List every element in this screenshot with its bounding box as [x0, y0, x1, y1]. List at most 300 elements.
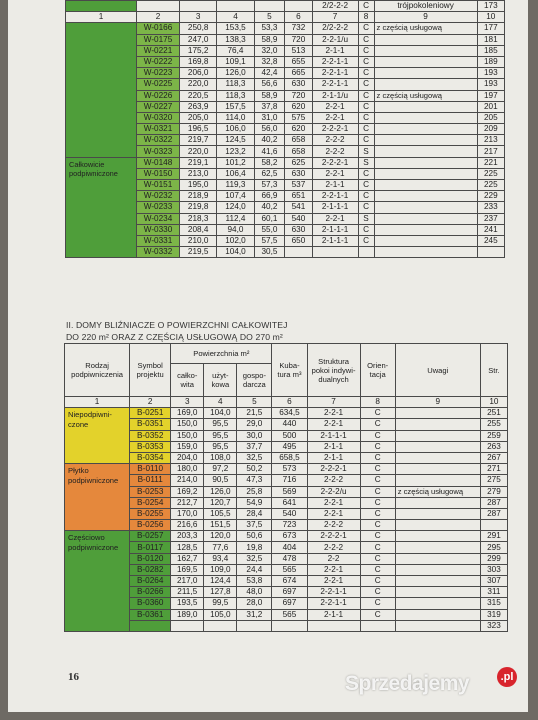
table-row [65, 397, 508, 408]
table-cell: C [360, 408, 395, 419]
table-cell: 62,5 [254, 168, 285, 179]
table-cell: 2-2-1-1 [312, 79, 358, 90]
table-row [65, 564, 508, 575]
table-cell: 2-1-1 [307, 609, 360, 620]
group-label-line: Całkowicie [69, 159, 105, 169]
group-label: Częściowo podpiwniczone [65, 531, 130, 632]
table-cell: C [360, 419, 395, 430]
table-cell [137, 1, 180, 12]
table-cell [395, 419, 480, 430]
table-cell: C [360, 486, 395, 497]
table-row [66, 157, 505, 168]
table-cell: 24,4 [237, 564, 272, 575]
table-cell: C [358, 202, 374, 213]
table-cell: z częścią usługową [374, 90, 477, 101]
table-cell: 2-2-1 [307, 408, 360, 419]
table-cell: C [358, 101, 374, 112]
table-cell: 2-1-1 [307, 452, 360, 463]
table-cell: 220,0 [180, 79, 217, 90]
table-cell [395, 564, 480, 575]
table-cell [374, 45, 477, 56]
table-cell: 263,9 [180, 101, 217, 112]
column-number: 5 [237, 397, 272, 408]
table-cell: 2/2-2-2 [312, 1, 358, 12]
table-cell: C [358, 90, 374, 101]
table-cell: 2-2-1 [312, 112, 358, 123]
table-cell: C [358, 68, 374, 79]
project-symbol: W-0323 [137, 146, 180, 157]
table-cell: 205,0 [180, 112, 217, 123]
table-row [65, 486, 508, 497]
table-cell: 180,0 [171, 464, 204, 475]
table-cell [180, 1, 217, 12]
table-cell: 250,8 [180, 23, 217, 34]
table-cell: 101,2 [217, 157, 254, 168]
project-symbol: B-0254 [130, 497, 171, 508]
table-cell [358, 247, 374, 258]
table-cell [272, 620, 307, 631]
table-row [65, 609, 508, 620]
table-cell: 573 [272, 464, 307, 475]
table-cell: 169,0 [171, 408, 204, 419]
table-cell [374, 79, 477, 90]
project-symbol: W-0148 [137, 157, 180, 168]
table-cell: 2-2-2-1 [307, 464, 360, 475]
table-cell: 28,4 [237, 508, 272, 519]
table-cell: 565 [272, 609, 307, 620]
table-cell: 500 [272, 430, 307, 441]
table-cell: C [360, 464, 395, 475]
table-cell: 114,0 [217, 112, 254, 123]
table-cell: 569 [272, 486, 307, 497]
table-cell: 112,4 [217, 213, 254, 224]
table-cell: 237 [477, 213, 504, 224]
table-cell: 50,2 [237, 464, 272, 475]
table-cell: 263 [480, 441, 507, 452]
table-cell: 120,7 [204, 497, 237, 508]
table-cell: 658 [285, 135, 312, 146]
table-cell: 193 [477, 79, 504, 90]
header-uwagi: Uwagi [395, 344, 480, 397]
table-cell: 109,1 [217, 56, 254, 67]
table-cell: 2-2-1-1 [307, 598, 360, 609]
table-cell [374, 202, 477, 213]
table-cell: 193,5 [171, 598, 204, 609]
table-cell: C [360, 452, 395, 463]
column-number: 4 [217, 12, 254, 23]
table-cell: 104,0 [204, 408, 237, 419]
project-symbol: W-0222 [137, 56, 180, 67]
table-cell: 40,2 [254, 202, 285, 213]
project-symbol: B-0352 [130, 430, 171, 441]
table-semi-detached [64, 343, 508, 632]
project-symbol: W-0322 [137, 135, 180, 146]
table-cell: z częścią usługową [395, 486, 480, 497]
table-cell [395, 520, 480, 531]
table-cell: 214,0 [171, 475, 204, 486]
table-cell: 29,0 [237, 419, 272, 430]
table-row [65, 497, 508, 508]
column-number: 8 [358, 12, 374, 23]
table-cell: 2-2-2 [312, 135, 358, 146]
table-cell: 76,4 [217, 45, 254, 56]
table-row [65, 408, 508, 419]
table-cell: 2-2-1-1 [312, 56, 358, 67]
table-cell: 720 [285, 34, 312, 45]
table-cell: C [360, 520, 395, 531]
table-cell: 2-2-2 [307, 520, 360, 531]
table-cell: 219,1 [180, 157, 217, 168]
table-cell [395, 609, 480, 620]
table-cell: 311 [480, 587, 507, 598]
project-symbol: W-0330 [137, 224, 180, 235]
table-cell: C [360, 553, 395, 564]
project-symbol: B-0117 [130, 542, 171, 553]
table-cell: 126,0 [217, 68, 254, 79]
table-cell: 2-1-1-1 [312, 224, 358, 235]
table-cell: C [358, 168, 374, 179]
table-cell: 287 [480, 508, 507, 519]
column-number: 2 [130, 397, 171, 408]
table-cell: C [360, 497, 395, 508]
project-symbol: B-0353 [130, 441, 171, 452]
table-cell: 48,0 [237, 587, 272, 598]
table-cell: 233 [477, 202, 504, 213]
table-cell: 630 [285, 168, 312, 179]
table-cell: C [358, 180, 374, 191]
table-cell: 674 [272, 576, 307, 587]
table-cell: 2-2-1 [307, 497, 360, 508]
project-symbol: W-0234 [137, 213, 180, 224]
table-cell: 565 [272, 564, 307, 575]
table-cell: 2-2-1-1 [307, 587, 360, 598]
table-cell: 210,0 [180, 235, 217, 246]
column-number: 1 [66, 12, 137, 23]
table-cell: 189 [477, 56, 504, 67]
project-symbol: B-0354 [130, 452, 171, 463]
column-number: 7 [312, 12, 358, 23]
table-cell [374, 247, 477, 258]
table-cell: 151,5 [204, 520, 237, 531]
table-cell: 216,6 [171, 520, 204, 531]
table-cell: 2/2-2-2 [312, 23, 358, 34]
table-cell: 229 [477, 191, 504, 202]
table-cell: 221 [477, 157, 504, 168]
table-single-family [65, 0, 505, 258]
column-number: 9 [395, 397, 480, 408]
table-cell [360, 620, 395, 631]
table-cell [395, 531, 480, 542]
table-cell: 37,7 [237, 441, 272, 452]
table-cell: 203,3 [171, 531, 204, 542]
table-cell: 218,3 [180, 213, 217, 224]
header-rodzaj: Rodzaj podpiwniczenia [65, 344, 130, 397]
table-cell: 303 [480, 564, 507, 575]
table-cell [395, 587, 480, 598]
table-cell: 32,0 [254, 45, 285, 56]
table-cell [374, 101, 477, 112]
header-symbol: Symbol projektu [130, 344, 171, 397]
table-cell: 2-2-1 [307, 508, 360, 519]
table-cell [171, 620, 204, 631]
table-cell: 124,0 [217, 202, 254, 213]
table-cell: 193 [477, 68, 504, 79]
table-cell: 138,3 [217, 34, 254, 45]
table-cell [254, 1, 285, 12]
table-cell: 540 [272, 508, 307, 519]
table-cell: 241 [477, 224, 504, 235]
table-cell: 245 [477, 235, 504, 246]
table-cell: S [358, 146, 374, 157]
table-cell: 107,4 [217, 191, 254, 202]
table-cell: C [358, 34, 374, 45]
table-cell: 655 [285, 56, 312, 67]
catalog-page [8, 0, 528, 712]
table-cell: 55,0 [254, 224, 285, 235]
table-cell [374, 213, 477, 224]
header-orientacja: Orien-tacja [360, 344, 395, 397]
table-cell [204, 620, 237, 631]
table-cell: 287 [480, 497, 507, 508]
table-cell [374, 191, 477, 202]
table-cell [285, 247, 312, 258]
table-cell: C [358, 124, 374, 135]
table-cell: 95,5 [204, 441, 237, 452]
group-label-total [66, 157, 137, 258]
table-cell [395, 620, 480, 631]
table-cell [395, 452, 480, 463]
table-cell: 2-2 [307, 553, 360, 564]
table-cell: 162,7 [171, 553, 204, 564]
table-cell: 697 [272, 587, 307, 598]
table-cell: 169,5 [171, 564, 204, 575]
table-cell: 153,5 [217, 23, 254, 34]
project-symbol: B-0361 [130, 609, 171, 620]
table-cell [395, 553, 480, 564]
project-symbol: B-0120 [130, 553, 171, 564]
table-cell: 118,3 [217, 79, 254, 90]
column-number: 3 [171, 397, 204, 408]
table-row [66, 23, 505, 34]
table-cell: 30,5 [254, 247, 285, 258]
table-cell: 2-1-1 [312, 180, 358, 191]
table-cell: 2-2-1 [307, 564, 360, 575]
table-cell: 32,8 [254, 56, 285, 67]
column-number: 4 [204, 397, 237, 408]
table-cell: 2-1-1-1 [312, 235, 358, 246]
table-cell: 307 [480, 576, 507, 587]
table-cell: 2-2-1 [312, 101, 358, 112]
project-symbol: W-0151 [137, 180, 180, 191]
table-cell [307, 620, 360, 631]
table-cell: 2-2-1-1 [312, 68, 358, 79]
table-cell: 109,0 [204, 564, 237, 575]
table-cell: 220,0 [180, 146, 217, 157]
header-uzytkowa: użyt-kowa [204, 363, 237, 396]
table-cell: 195,0 [180, 180, 217, 191]
table-cell: 404 [272, 542, 307, 553]
table-cell: 219,7 [180, 135, 217, 146]
project-symbol: B-0251 [130, 408, 171, 419]
header-struktura: Struktura pokoi indywi-dualnych [307, 344, 360, 397]
table-cell: 108,0 [204, 452, 237, 463]
table-cell: 478 [272, 553, 307, 564]
table-cell: C [360, 564, 395, 575]
project-symbol: B-0257 [130, 531, 171, 542]
table-cell: 247,0 [180, 34, 217, 45]
table-cell: C [358, 224, 374, 235]
table-cell: 169,8 [180, 56, 217, 67]
table-cell: 30,0 [237, 430, 272, 441]
table-cell: 650 [285, 235, 312, 246]
table-cell [477, 247, 504, 258]
group-label-total [66, 23, 137, 157]
table-cell: 651 [285, 191, 312, 202]
header-gospodarcza: gospo-darcza [237, 363, 272, 396]
table-row [65, 508, 508, 519]
table-cell [374, 224, 477, 235]
table-cell: 124,4 [204, 576, 237, 587]
table-cell: 625 [285, 157, 312, 168]
table-cell [312, 247, 358, 258]
table-cell [374, 34, 477, 45]
table-cell: 58,2 [254, 157, 285, 168]
table-cell: 56,6 [254, 79, 285, 90]
table-cell: 575 [285, 112, 312, 123]
table-cell: 32,5 [237, 452, 272, 463]
table-cell: 60,1 [254, 213, 285, 224]
column-number: 6 [272, 397, 307, 408]
table-cell: 189,0 [171, 609, 204, 620]
page-number: 16 [68, 671, 79, 683]
table-cell: C [358, 79, 374, 90]
table-cell [374, 124, 477, 135]
group-label: Płytko podpiwniczone [65, 464, 130, 531]
table-row [65, 520, 508, 531]
table-cell [395, 408, 480, 419]
table-cell: 319 [480, 609, 507, 620]
project-symbol: W-0225 [137, 79, 180, 90]
table-cell: 634,5 [272, 408, 307, 419]
table-cell: 41,6 [254, 146, 285, 157]
table-cell: 201 [477, 101, 504, 112]
table-cell: 106,0 [217, 124, 254, 135]
table-cell: 127,8 [204, 587, 237, 598]
table-cell: 513 [285, 45, 312, 56]
table-cell: 124,5 [217, 135, 254, 146]
table-cell: 251 [480, 408, 507, 419]
table-cell: 205 [477, 112, 504, 123]
table-cell: 40,2 [254, 135, 285, 146]
table-cell: 2-2-2 [312, 146, 358, 157]
column-number: 10 [480, 397, 507, 408]
table-cell: 630 [285, 79, 312, 90]
header-str: Str. [480, 344, 507, 397]
table-cell: C [358, 45, 374, 56]
table-cell: 495 [272, 441, 307, 452]
table-cell [374, 112, 477, 123]
table-cell: C [360, 430, 395, 441]
table-cell: 28,0 [237, 598, 272, 609]
project-symbol: B-0110 [130, 464, 171, 475]
column-number: 7 [307, 397, 360, 408]
table-cell [217, 1, 254, 12]
header-calkowita: całko-wita [171, 363, 204, 396]
table-cell: 620 [285, 101, 312, 112]
table-cell: 2-2-2/u [307, 486, 360, 497]
table-cell: 102,0 [217, 235, 254, 246]
table-cell: C [360, 587, 395, 598]
table-cell: C [358, 1, 374, 12]
project-symbol: W-0166 [137, 23, 180, 34]
table-cell: 58,9 [254, 90, 285, 101]
table-cell: C [360, 542, 395, 553]
table-row [65, 441, 508, 452]
table-cell: 196,5 [180, 124, 217, 135]
table-cell: 150,0 [171, 430, 204, 441]
table-cell: 126,0 [204, 486, 237, 497]
table-cell: 90,5 [204, 475, 237, 486]
table-cell: 2-1-1-1 [312, 202, 358, 213]
table-cell: 211,5 [171, 587, 204, 598]
table-cell: 217 [477, 146, 504, 157]
table-row [65, 531, 508, 542]
table-row [66, 12, 505, 23]
table-row [65, 620, 508, 631]
table-cell: 105,0 [204, 609, 237, 620]
table-cell [395, 576, 480, 587]
table-cell: C [360, 531, 395, 542]
project-symbol: B-0351 [130, 419, 171, 430]
table-cell: 31,0 [254, 112, 285, 123]
table-cell: 225 [477, 168, 504, 179]
table-cell: 658,5 [272, 452, 307, 463]
table-row [65, 464, 508, 475]
table-cell [395, 497, 480, 508]
table-cell [395, 542, 480, 553]
table-cell: 255 [480, 419, 507, 430]
table-cell: 440 [272, 419, 307, 430]
table-cell: 173 [477, 1, 504, 12]
table-cell: 31,2 [237, 609, 272, 620]
table-cell: 57,5 [254, 235, 285, 246]
table-cell: 104,0 [217, 247, 254, 258]
table-row [65, 452, 508, 463]
table-cell: 150,0 [171, 419, 204, 430]
table-row [65, 587, 508, 598]
table-cell: 128,5 [171, 542, 204, 553]
table-cell: 2-2-1 [307, 576, 360, 587]
table-cell: S [358, 213, 374, 224]
table-cell: C [358, 235, 374, 246]
table-cell: 2-2-2-1 [312, 157, 358, 168]
project-symbol: B-0256 [130, 520, 171, 531]
table-cell: C [358, 56, 374, 67]
table-cell: 119,3 [217, 180, 254, 191]
table-row [65, 576, 508, 587]
table-cell: 50,6 [237, 531, 272, 542]
table-cell: 641 [272, 497, 307, 508]
table-cell: 315 [480, 598, 507, 609]
table-cell: 697 [272, 598, 307, 609]
column-number: 6 [285, 12, 312, 23]
table-cell: 120,0 [204, 531, 237, 542]
project-symbol: W-0321 [137, 124, 180, 135]
table-cell: 185 [477, 45, 504, 56]
table-cell: C [358, 23, 374, 34]
project-symbol: W-0175 [137, 34, 180, 45]
table-cell: 2-2-1/u [312, 34, 358, 45]
